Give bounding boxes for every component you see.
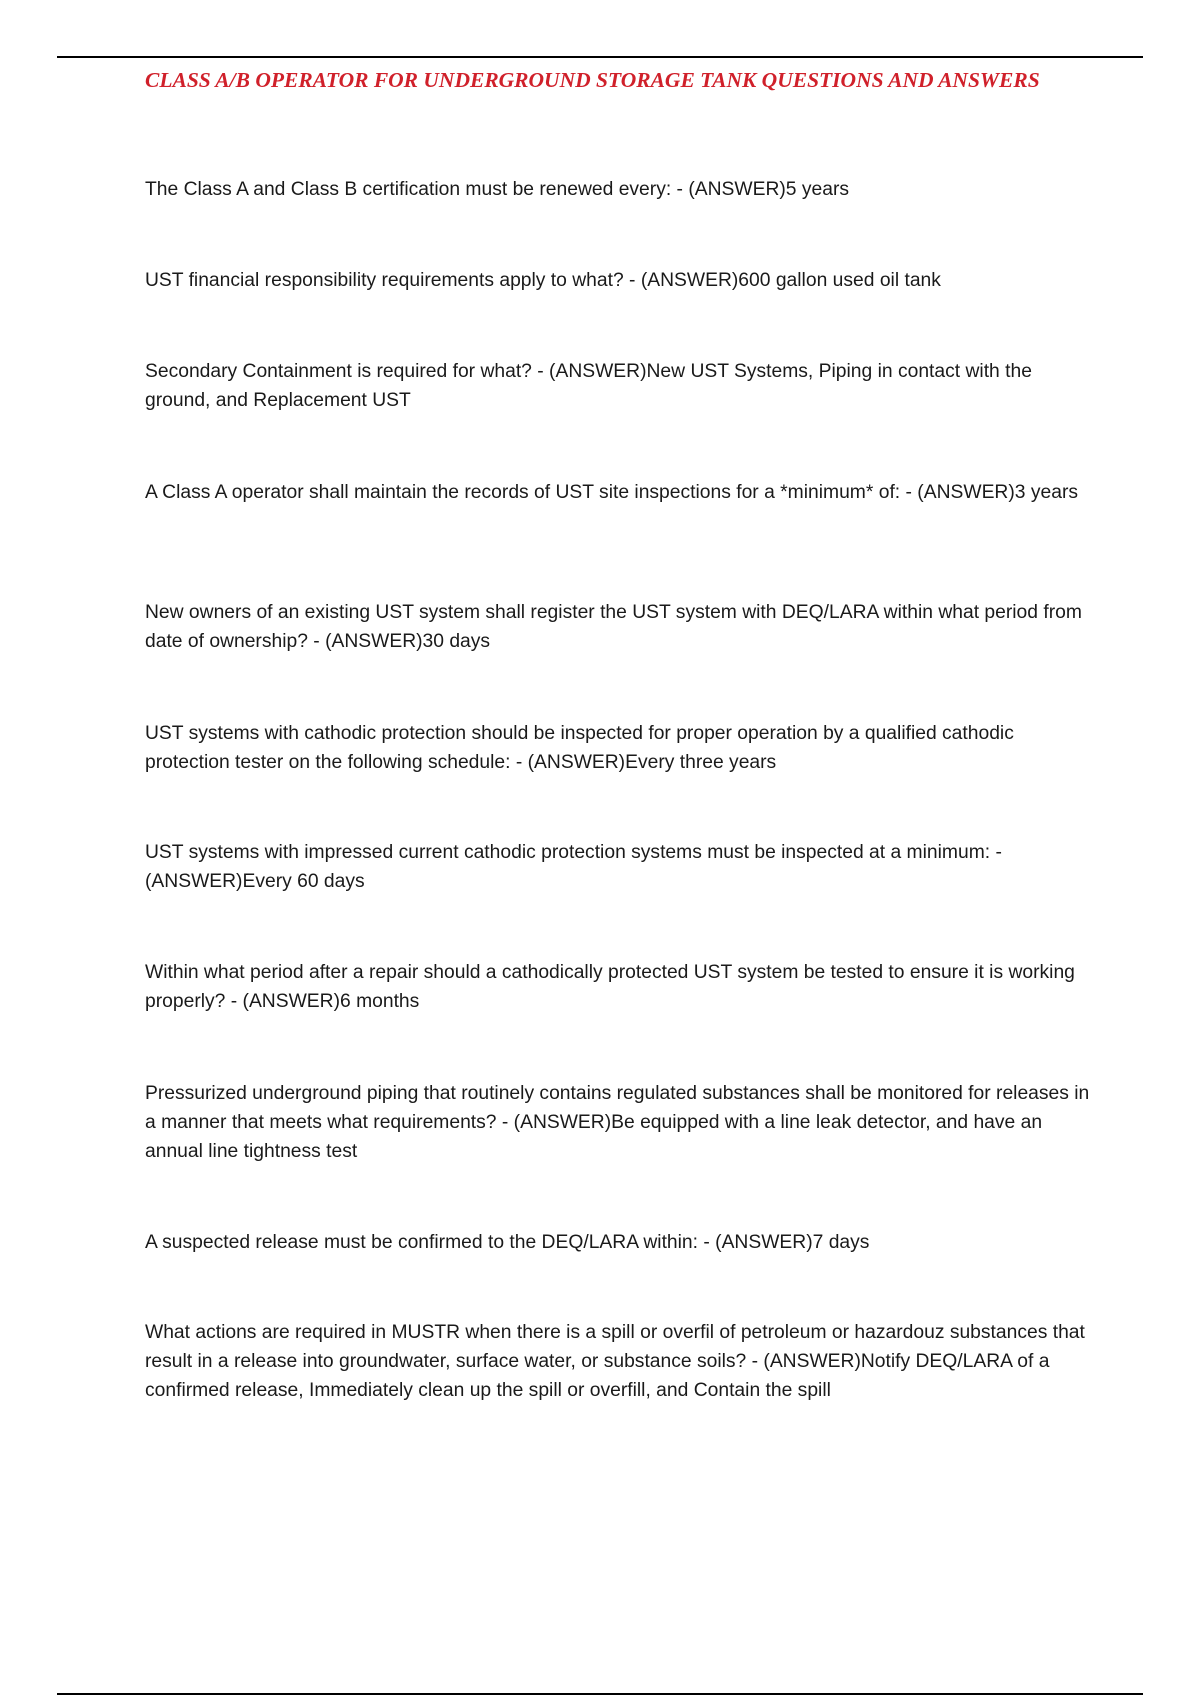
qa-item-1: The Class A and Class B certification must be renewed every: - (ANSWER)5 years (145, 179, 850, 200)
qa-item-10: A suspected release must be confirmed to the DEQ/LARA within: - (ANSWER)7 days (145, 1232, 870, 1253)
qa-item-2: UST financial responsibility requirements apply to what? - (ANSWER)600 gallon used oil tank (145, 270, 941, 291)
qa-item-8: Within what period after a repair should a cathodically protected UST system be tested to ensure it is working properly? - (ANSWER)6 months (145, 962, 1075, 1012)
footer-rule (57, 1693, 1143, 1695)
qa-item-7: UST systems with impressed current cathodic protection systems must be inspected at a minimum: - (ANSWER)Every 60 days (145, 842, 1002, 892)
qa-item-3: Secondary Containment is required for what? - (ANSWER)New UST Systems, Piping in contact with the ground, and Replacement UST (145, 361, 1032, 411)
qa-item-4: A Class A operator shall maintain the records of UST site inspections for a *minimum* of: - (ANSWER)3 years (145, 482, 1079, 503)
document-title: CLASS A/B OPERATOR FOR UNDERGROUND STORAGE TANK QUESTIONS AND ANSWERS (145, 68, 1040, 92)
qa-item-5: New owners of an existing UST system shall register the UST system with DEQ/LARA within what period from date of ownership? - (ANSWER)30 days (145, 602, 1082, 652)
header-rule (57, 56, 1143, 58)
qa-item-6: UST systems with cathodic protection should be inspected for proper operation by a qualified cathodic protection tester on the following schedule: - (ANSWER)Every three years (145, 723, 1014, 773)
qa-item-9: Pressurized underground piping that routinely contains regulated substances shall be monitored for releases in a manner that meets what requirements? - (ANSWER)Be equipped with a line leak detector, and have an annual line tightness test (145, 1083, 1090, 1162)
qa-item-11: What actions are required in MUSTR when there is a spill or overfil of petroleum or hazardouz substances that result in a release into groundwater, surface water, or substance soils? - (ANSWER)Notify DEQ/LARA of a confirmed release, Immediately clean up the spill or overfill, and Contain the spill (145, 1322, 1085, 1401)
